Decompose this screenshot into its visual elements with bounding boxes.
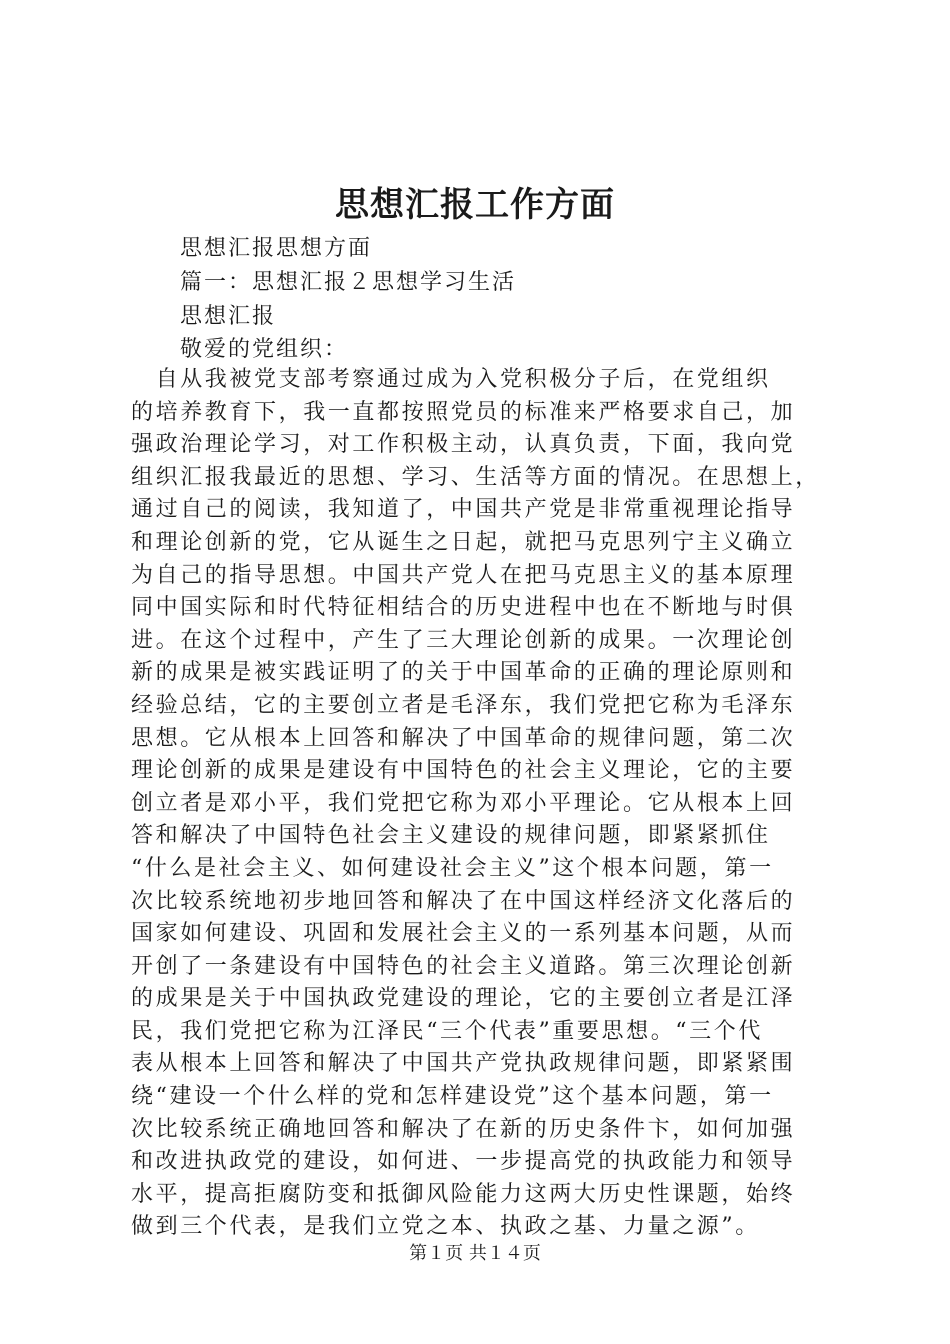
body-line: 做到三个代表，是我们立党之本、执政之基、力量之源”。 xyxy=(131,1214,760,1240)
body-line: 次比较系统地初步地回答和解决了在中国这样经济文化落后的 xyxy=(131,888,796,914)
intro-line: 思想汇报 xyxy=(180,303,277,329)
body-line: 民，我们党把它称为江泽民“三个代表”重要思想。“三个代 xyxy=(131,1018,763,1044)
body-line: 强政治理论学习，对工作积极主动，认真负责，下面，我向党 xyxy=(131,432,796,458)
body-line: 通过自己的阅读，我知道了，中国共产党是非常重视理论指导 xyxy=(131,497,796,523)
intro-line: 敬爱的党组织： xyxy=(180,337,349,363)
body-line: 为自己的指导思想。中国共产党人在把马克思主义的基本原理 xyxy=(131,562,796,588)
body-line: 次比较系统正确地回答和解决了在新的历史条件卞，如何加强 xyxy=(131,1116,796,1142)
body-line: 理论创新的成果是建设有中国特色的社会主义理论，它的主要 xyxy=(131,758,796,784)
body-line: 绕“建设一个什么样的党和怎样建设党”这个基本问题，第一 xyxy=(131,1084,774,1110)
body-line: 的培养教育下，我一直都按照党员的标准来严格要求自己，加 xyxy=(131,399,796,425)
body-line: 进。在这个过程中，产生了三大理论创新的成果。一次理论创 xyxy=(131,627,796,653)
intro-line: 篇一：思想汇报２思想学习生活 xyxy=(180,269,517,295)
body-line: 国家如何建设、巩固和发展社会主义的一系列基本问题，从而 xyxy=(131,921,796,947)
body-line: 思想。它从根本上回答和解决了中国革命的规律问题，第二次 xyxy=(131,725,796,751)
body-line: 表从根本上回答和解决了中国共产党执政规律问题，即紧紧围 xyxy=(131,1051,796,1077)
body-line: 开创了一条建设有中国特色的社会主义道路。第三次理论创新 xyxy=(131,953,796,979)
body-line: 和理论创新的党，它从诞生之日起，就把马克思列宁主义确立 xyxy=(131,529,796,555)
body-line: 组织汇报我最近的思想、学习、生活等方面的情况。在思想上， xyxy=(131,464,820,490)
body-line: 同中国实际和时代特征相结合的历史进程中也在不断地与时俱 xyxy=(131,595,796,621)
intro-block xyxy=(180,232,860,367)
body-paragraph xyxy=(131,364,851,1244)
intro-line: 思想汇报思想方面 xyxy=(180,236,373,261)
body-line: 自从我被党支部考察通过成为入党积极分子后，在党组织 xyxy=(131,367,771,392)
body-line: 经验总结，它的主要创立者是毛泽东，我们党把它称为毛泽东 xyxy=(131,692,796,718)
page-number-footer: 第１页 共１４页 xyxy=(409,1243,541,1264)
body-line: 创立者是邓小平，我们党把它称为邓小平理论。它从根本上回 xyxy=(131,790,796,816)
body-line: 和改进执政党的建设，如何进、一步提高党的执政能力和领导 xyxy=(131,1149,796,1175)
document-title: 思想汇报工作方面 xyxy=(335,185,615,225)
body-line: 水平，提高拒腐防变和抵御风险能力这两大历史性课题，始终 xyxy=(131,1181,796,1207)
body-line: 的成果是关于中国执政党建设的理论，它的主要创立者是江泽 xyxy=(131,986,796,1012)
body-line: 新的成果是被实践证明了的关于中国革命的正确的理论原则和 xyxy=(131,660,796,686)
body-line: “什么是社会主义、如何建设社会主义”这个根本问题，第一 xyxy=(131,855,774,881)
body-line: 答和解决了中国特色社会主义建设的规律问题，即紧紧抓住 xyxy=(131,823,771,849)
